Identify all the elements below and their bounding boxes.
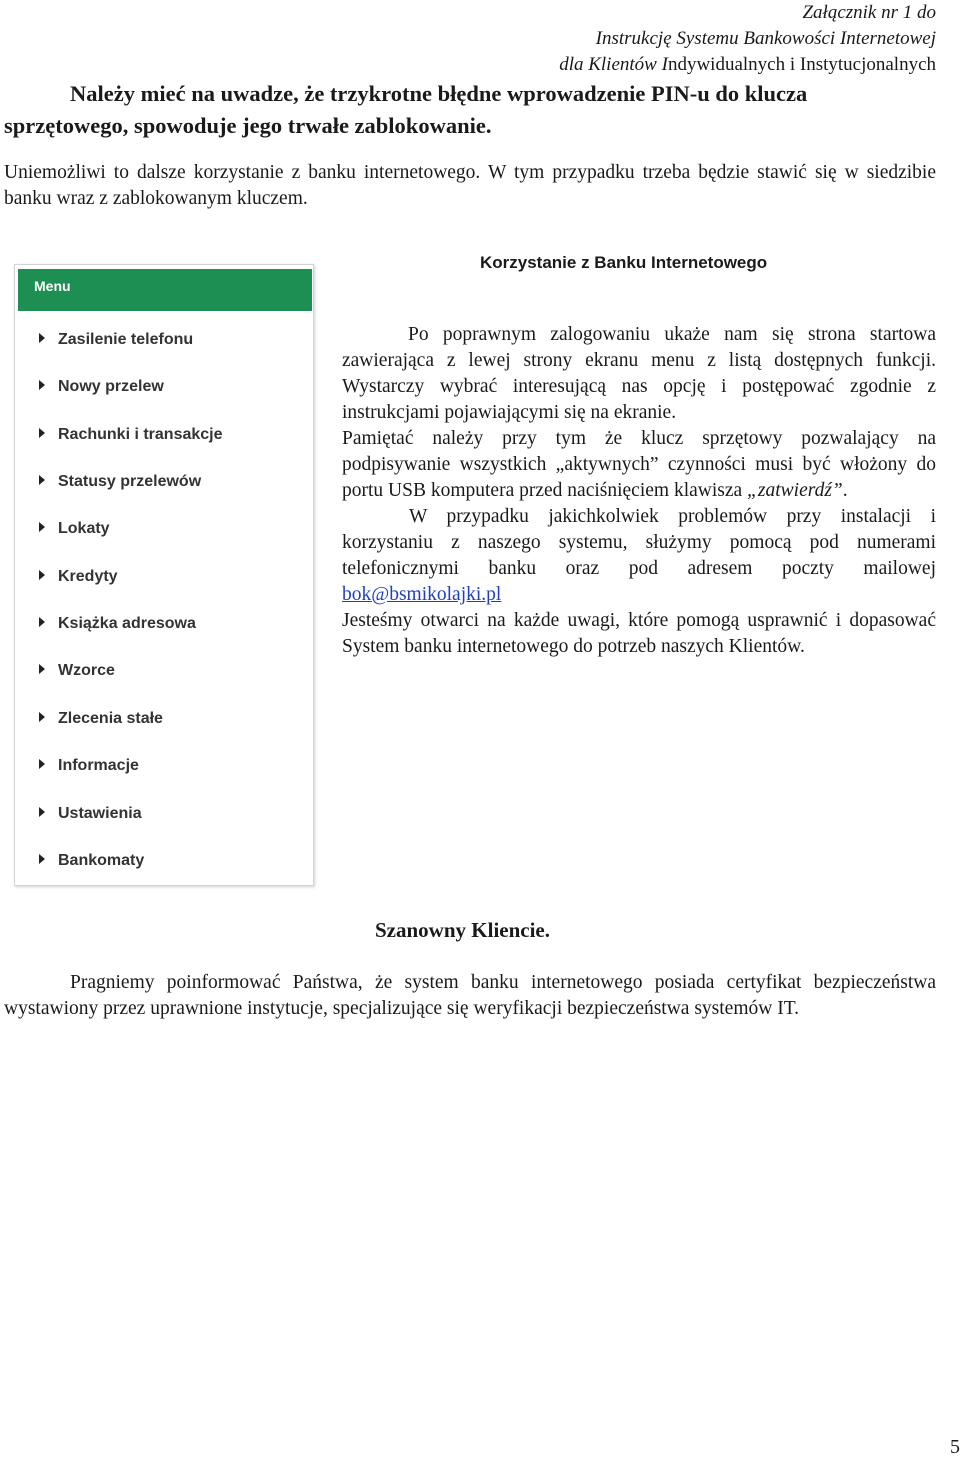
arrow-right-icon	[39, 475, 45, 485]
menu-item-ustawienia[interactable]	[39, 805, 142, 823]
greeting: Szanowny Kliencie.	[375, 918, 551, 942]
menu-item-label: Lokaty	[58, 520, 110, 537]
certificate-information: Pragniemy poinformować Państwa, że system banku internetowego posiada certyfikat bezpieczeństwa wystawiony przez uprawnione instytucje, specjalizujące się weryfikacji bezpieczeństwa systemów IT.	[4, 972, 936, 1019]
pin-warning-line-2: sprzętowego, spowoduje jego trwałe zablokowanie.	[4, 113, 492, 138]
header-line-1: Załącznik nr 1 do	[802, 2, 936, 23]
arrow-right-icon	[39, 712, 45, 722]
menu-item-statusy-przelewow[interactable]	[39, 473, 201, 491]
arrow-right-icon	[39, 522, 45, 532]
support-email-link[interactable]: bok@bsmikolajki.pl	[342, 584, 502, 605]
support-text: W przypadku jakichkolwiek problemów przy instalacji i korzystaniu z naszego systemu, służymy pomocą pod numerami telefonicznymi banku oraz pod adresem poczty mailowej	[342, 506, 936, 579]
arrow-right-icon	[39, 759, 45, 769]
menu-item-label: Kredyty	[58, 568, 118, 585]
menu-item-informacje[interactable]	[39, 757, 139, 775]
paragraph-feedback: Jesteśmy otwarci na każde uwagi, które pomogą usprawnić i dopasować System banku internetowego do potrzeb naszych Klientów.	[342, 610, 936, 657]
paragraph-support	[342, 504, 936, 608]
header-line-2: Instrukcję Systemu Bankowości Internetowej	[595, 28, 936, 49]
pin-warning	[4, 78, 936, 142]
usb-key-text: Pamiętać należy przy tym że klucz sprzętowy pozwalający na podpisywanie wszystkich „aktywnych” czynności musi być włożony do portu USB komputera przed naciśnięciem klawisza	[342, 428, 936, 501]
blocked-key-notice: Uniemożliwi to dalsze korzystanie z banku internetowego. W tym przypadku trzeba będzie stawić się w siedzibie banku wraz z zablokowanym kluczem.	[4, 162, 936, 209]
header-line-3-italic: dla Klientów I	[559, 54, 668, 75]
menu-item-label: Informacje	[58, 757, 139, 774]
confirm-key-name: „zatwierdź”	[747, 480, 843, 501]
menu-screenshot	[14, 264, 314, 886]
usb-key-end: .	[842, 480, 848, 501]
arrow-right-icon	[39, 617, 45, 627]
paragraph-login: Po poprawnym zalogowaniu ukaże nam się strona startowa zawierająca z lewej strony ekranu menu z listą dostępnych funkcji. Wystarczy wybrać interesującą nas opcję i postępować zgodnie z instrukcjami pojawiającymi się na ekranie.	[342, 324, 936, 423]
arrow-right-icon	[39, 570, 45, 580]
paragraph-usb-key	[342, 426, 936, 504]
arrow-right-icon	[39, 664, 45, 674]
arrow-right-icon	[39, 428, 45, 438]
menu-item-zlecenia-stale[interactable]	[39, 710, 163, 728]
menu-item-bankomaty[interactable]	[39, 852, 144, 870]
menu-item-label: Wzorce	[58, 662, 115, 679]
document-header	[336, 0, 936, 78]
menu-item-nowy-przelew[interactable]	[39, 378, 164, 396]
menu-item-label: Statusy przelewów	[58, 473, 202, 490]
menu-item-ksiazka-adresowa[interactable]	[39, 615, 196, 633]
arrow-right-icon	[39, 333, 45, 343]
menu-item-zasilenie-telefonu[interactable]	[39, 331, 193, 349]
menu-item-label: Zlecenia stałe	[58, 710, 163, 727]
menu-item-wzorce[interactable]	[39, 662, 115, 680]
arrow-right-icon	[39, 807, 45, 817]
header-line-3	[336, 52, 936, 78]
pin-warning-line-1: Należy mieć na uwadze, że trzykrotne błędne wprowadzenie PIN-u do klucza	[70, 81, 808, 106]
menu-item-lokaty[interactable]	[39, 520, 110, 538]
header-line-3-regular: ndywidualnych i Instytucjonalnych	[667, 54, 936, 75]
menu-item-label: Ustawienia	[58, 805, 142, 822]
menu-item-label: Nowy przelew	[58, 378, 164, 395]
menu-item-label: Bankomaty	[58, 852, 145, 869]
menu-header: Menu	[18, 269, 312, 311]
arrow-right-icon	[39, 380, 45, 390]
menu-item-label: Książka adresowa	[58, 615, 196, 632]
instructions-body	[342, 322, 936, 660]
menu-item-label: Zasilenie telefonu	[58, 331, 194, 348]
menu-item-rachunki-i-transakcje[interactable]	[39, 426, 223, 444]
page-number: 5	[950, 1436, 960, 1458]
arrow-right-icon	[39, 854, 45, 864]
menu-item-kredyty[interactable]	[39, 568, 118, 586]
section-title: Korzystanie z Banku Internetowego	[480, 253, 768, 272]
menu-item-label: Rachunki i transakcje	[58, 426, 223, 443]
